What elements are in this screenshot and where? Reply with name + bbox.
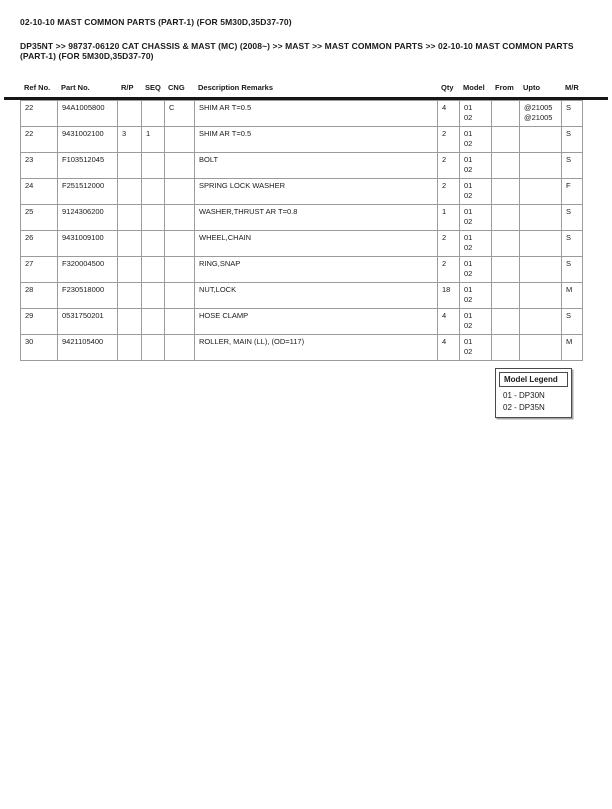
ref-no-cell: 23 xyxy=(21,153,58,179)
seq-cell xyxy=(142,153,165,179)
ref-no-cell: 24 xyxy=(21,179,58,205)
column-header-qty: Qty xyxy=(441,83,454,92)
qty-cell: 18 xyxy=(438,283,460,309)
part-no-cell: F103512045 xyxy=(58,153,118,179)
ref-no-cell: 22 xyxy=(21,101,58,127)
qty-cell: 1 xyxy=(438,205,460,231)
table-row xyxy=(21,205,583,231)
column-header-rp: R/P xyxy=(121,83,134,92)
part-no-cell: F251512000 xyxy=(58,179,118,205)
qty-cell: 4 xyxy=(438,335,460,361)
mr-cell: S xyxy=(562,231,583,257)
qty-cell: 2 xyxy=(438,127,460,153)
rp-cell: 3 xyxy=(118,127,142,153)
model-cell: 01 02 xyxy=(460,127,492,153)
part-no-cell: 9421105400 xyxy=(58,335,118,361)
description-cell: RING,SNAP xyxy=(195,257,438,283)
table-row xyxy=(21,257,583,283)
table-row xyxy=(21,335,583,361)
ref-no-cell: 28 xyxy=(21,283,58,309)
mr-cell: S xyxy=(562,153,583,179)
model-cell: 01 02 xyxy=(460,309,492,335)
seq-cell xyxy=(142,205,165,231)
part-no-cell: 94A1005800 xyxy=(58,101,118,127)
model-cell: 01 02 xyxy=(460,335,492,361)
model-cell: 01 02 xyxy=(460,283,492,309)
cng-cell xyxy=(165,153,195,179)
ref-no-cell: 25 xyxy=(21,205,58,231)
part-no-cell: F230518000 xyxy=(58,283,118,309)
model-legend-title: Model Legend xyxy=(499,372,568,387)
cng-cell xyxy=(165,179,195,205)
qty-cell: 4 xyxy=(438,309,460,335)
table-row xyxy=(21,179,583,205)
cng-cell xyxy=(165,283,195,309)
upto-cell xyxy=(520,309,562,335)
seq-cell xyxy=(142,101,165,127)
model-legend-item: 02 - DP35N xyxy=(503,403,545,412)
rp-cell xyxy=(118,101,142,127)
upto-cell xyxy=(520,231,562,257)
cng-cell xyxy=(165,335,195,361)
part-no-cell: 9124306200 xyxy=(58,205,118,231)
part-no-cell: 9431009100 xyxy=(58,231,118,257)
mr-cell: M xyxy=(562,335,583,361)
parts-table-body xyxy=(21,101,583,361)
cng-cell: C xyxy=(165,101,195,127)
upto-cell xyxy=(520,283,562,309)
ref-no-cell: 22 xyxy=(21,127,58,153)
column-header-upto: Upto xyxy=(523,83,541,92)
qty-cell: 2 xyxy=(438,153,460,179)
from-cell xyxy=(492,179,520,205)
description-cell: NUT,LOCK xyxy=(195,283,438,309)
cng-cell xyxy=(165,205,195,231)
from-cell xyxy=(492,335,520,361)
seq-cell xyxy=(142,335,165,361)
column-header-ref-no: Ref No. xyxy=(24,83,51,92)
upto-cell xyxy=(520,335,562,361)
model-cell: 01 02 xyxy=(460,101,492,127)
breadcrumb[interactable]: DP35NT >> 98737-06120 CAT CHASSIS & MAST (MC) (2008~) >> MAST >> MAST COMMON PARTS >> 02-10-10 MAST COMMON PARTS (PART-1) (FOR 5M30D,35D37-70) xyxy=(20,41,574,61)
seq-cell xyxy=(142,231,165,257)
parts-table xyxy=(20,100,583,361)
description-cell: WASHER,THRUST AR T=0.8 xyxy=(195,205,438,231)
ref-no-cell: 27 xyxy=(21,257,58,283)
rp-cell xyxy=(118,283,142,309)
model-legend-items xyxy=(496,390,571,414)
ref-no-cell: 26 xyxy=(21,231,58,257)
cng-cell xyxy=(165,231,195,257)
table-row xyxy=(21,101,583,127)
model-cell: 01 02 xyxy=(460,205,492,231)
rp-cell xyxy=(118,335,142,361)
column-header-part-no: Part No. xyxy=(61,83,90,92)
rp-cell xyxy=(118,309,142,335)
rp-cell xyxy=(118,179,142,205)
upto-cell xyxy=(520,153,562,179)
mr-cell: M xyxy=(562,283,583,309)
model-legend-item: 01 - DP30N xyxy=(503,391,545,400)
description-cell: BOLT xyxy=(195,153,438,179)
seq-cell xyxy=(142,257,165,283)
part-no-cell: 0531750201 xyxy=(58,309,118,335)
rp-cell xyxy=(118,205,142,231)
cng-cell xyxy=(165,127,195,153)
column-header-seq: SEQ xyxy=(145,83,161,92)
page-title: 02-10-10 MAST COMMON PARTS (PART-1) (FOR 5M30D,35D37-70) xyxy=(20,17,292,27)
qty-cell: 2 xyxy=(438,257,460,283)
mr-cell: S xyxy=(562,257,583,283)
mr-cell: S xyxy=(562,101,583,127)
model-cell: 01 02 xyxy=(460,257,492,283)
mr-cell: S xyxy=(562,127,583,153)
from-cell xyxy=(492,101,520,127)
description-cell: SHIM AR T=0.5 xyxy=(195,127,438,153)
qty-cell: 2 xyxy=(438,179,460,205)
ref-no-cell: 29 xyxy=(21,309,58,335)
from-cell xyxy=(492,283,520,309)
column-header-description: Description Remarks xyxy=(198,83,274,92)
model-cell: 01 02 xyxy=(460,179,492,205)
description-cell: WHEEL,CHAIN xyxy=(195,231,438,257)
column-header-cng: CNG xyxy=(168,83,185,92)
table-column-headers xyxy=(20,83,582,92)
table-row xyxy=(21,283,583,309)
upto-cell xyxy=(520,179,562,205)
column-header-mr: M/R xyxy=(565,83,579,92)
column-header-model: Model xyxy=(463,83,485,92)
model-cell: 01 02 xyxy=(460,153,492,179)
upto-cell: @21005 @21005 xyxy=(520,101,562,127)
from-cell xyxy=(492,205,520,231)
description-cell: HOSE CLAMP xyxy=(195,309,438,335)
table-row xyxy=(21,231,583,257)
description-cell: SHIM AR T=0.5 xyxy=(195,101,438,127)
mr-cell: F xyxy=(562,179,583,205)
part-no-cell: 9431002100 xyxy=(58,127,118,153)
mr-cell: S xyxy=(562,309,583,335)
table-row xyxy=(21,127,583,153)
column-header-from: From xyxy=(495,83,514,92)
from-cell xyxy=(492,127,520,153)
mr-cell: S xyxy=(562,205,583,231)
from-cell xyxy=(492,153,520,179)
seq-cell xyxy=(142,179,165,205)
cng-cell xyxy=(165,309,195,335)
qty-cell: 2 xyxy=(438,231,460,257)
qty-cell: 4 xyxy=(438,101,460,127)
from-cell xyxy=(492,231,520,257)
seq-cell: 1 xyxy=(142,127,165,153)
upto-cell xyxy=(520,205,562,231)
model-cell: 01 02 xyxy=(460,231,492,257)
from-cell xyxy=(492,257,520,283)
ref-no-cell: 30 xyxy=(21,335,58,361)
table-row xyxy=(21,309,583,335)
part-no-cell: F320004500 xyxy=(58,257,118,283)
rp-cell xyxy=(118,153,142,179)
description-cell: ROLLER, MAIN (LL), (OD=117) xyxy=(195,335,438,361)
description-cell: SPRING LOCK WASHER xyxy=(195,179,438,205)
from-cell xyxy=(492,309,520,335)
upto-cell xyxy=(520,257,562,283)
cng-cell xyxy=(165,257,195,283)
rp-cell xyxy=(118,231,142,257)
upto-cell xyxy=(520,127,562,153)
seq-cell xyxy=(142,283,165,309)
seq-cell xyxy=(142,309,165,335)
rp-cell xyxy=(118,257,142,283)
table-row xyxy=(21,153,583,179)
model-legend xyxy=(495,368,572,418)
